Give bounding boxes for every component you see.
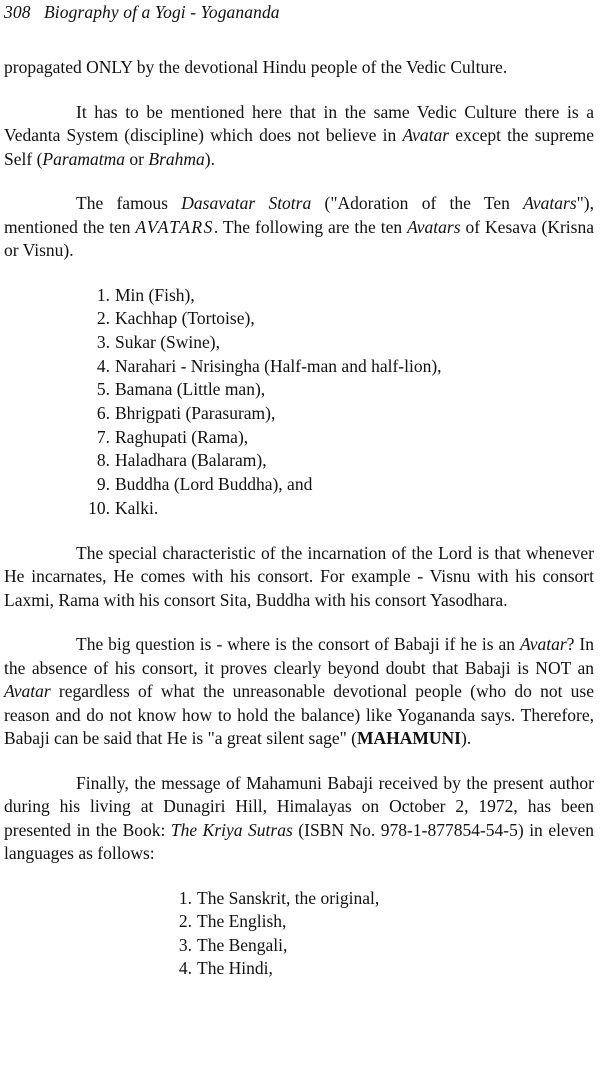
list-item: 1. Min (Fish),: [96, 284, 195, 305]
body-text: [4, 56, 594, 981]
running-header: [4, 2, 280, 23]
paragraph-5: The big question is - where is the consort of Babaji if he is an Avatar? In the absence of his consort, it proves clearly beyond doubt that Babaji is NOT an Avatar regardless of what the unreasonable devotional people (who do not use reason and do not know how to hold the balance) like Yogananda says. Therefore, Babaji can be said that He is "a great silent sage" (MAHAMUNI).: [4, 634, 594, 749]
list-item: 1. The Sanskrit, the original,: [178, 887, 380, 908]
paragraph-2: It has to be mentioned here that in the same Vedic Culture there is a Vedanta System (discipline) which does not believe in Avatar except the supreme Self (Paramatma or Brahma).: [4, 101, 594, 169]
list-item: 4. Narahari - Nrisingha (Half-man and half-lion),: [96, 355, 442, 376]
list-item: 2. Kachhap (Tortoise),: [96, 308, 255, 329]
list-item: 3. The Bengali,: [178, 934, 288, 955]
list-item: 3. Sukar (Swine),: [96, 331, 220, 352]
paragraph-3: The famous Dasavatar Stotra ("Adoration of the Ten Avatars"), mentioned the ten AVATARS. The following are the ten Avatars of Kesava (Krisna or Visnu).: [4, 193, 594, 260]
list-item: 5. Bamana (Little man),: [96, 379, 266, 400]
list-item: 10. Kalki.: [88, 497, 159, 518]
list-item: 2. The English,: [178, 911, 287, 932]
paragraph-6: Finally, the message of Mahamuni Babaji received by the present author during his living at Dunagiri Hill, Himalayas on October 2, 1972, has been presented in the Book: The Kriya Sutras (ISBN No. 978-1-877854-54-5) in eleven languages as follows:: [4, 772, 594, 864]
avatar-list: [4, 284, 594, 521]
running-title: Biography of a Yogi - Yogananda: [44, 2, 280, 22]
page-number: 308: [4, 2, 31, 22]
paragraph-1: propagated ONLY by the devotional Hindu people of the Vedic Culture.: [4, 57, 508, 77]
list-item: 4. The Hindi,: [178, 958, 273, 979]
list-item: 9. Buddha (Lord Buddha), and: [96, 474, 313, 495]
list-item: 6. Bhrigpati (Parasuram),: [96, 403, 276, 424]
list-item: 7. Raghupati (Rama),: [96, 426, 249, 447]
paragraph-4: The special characteristic of the incarnation of the Lord is that whenever He incarnates, He comes with his consort. For example - Visnu with his consort Laxmi, Rama with his consort Sita, Buddha with his consort Yasodhara.: [4, 542, 594, 610]
list-item: 8. Haladhara (Balaram),: [96, 450, 267, 471]
language-list: [4, 887, 594, 981]
